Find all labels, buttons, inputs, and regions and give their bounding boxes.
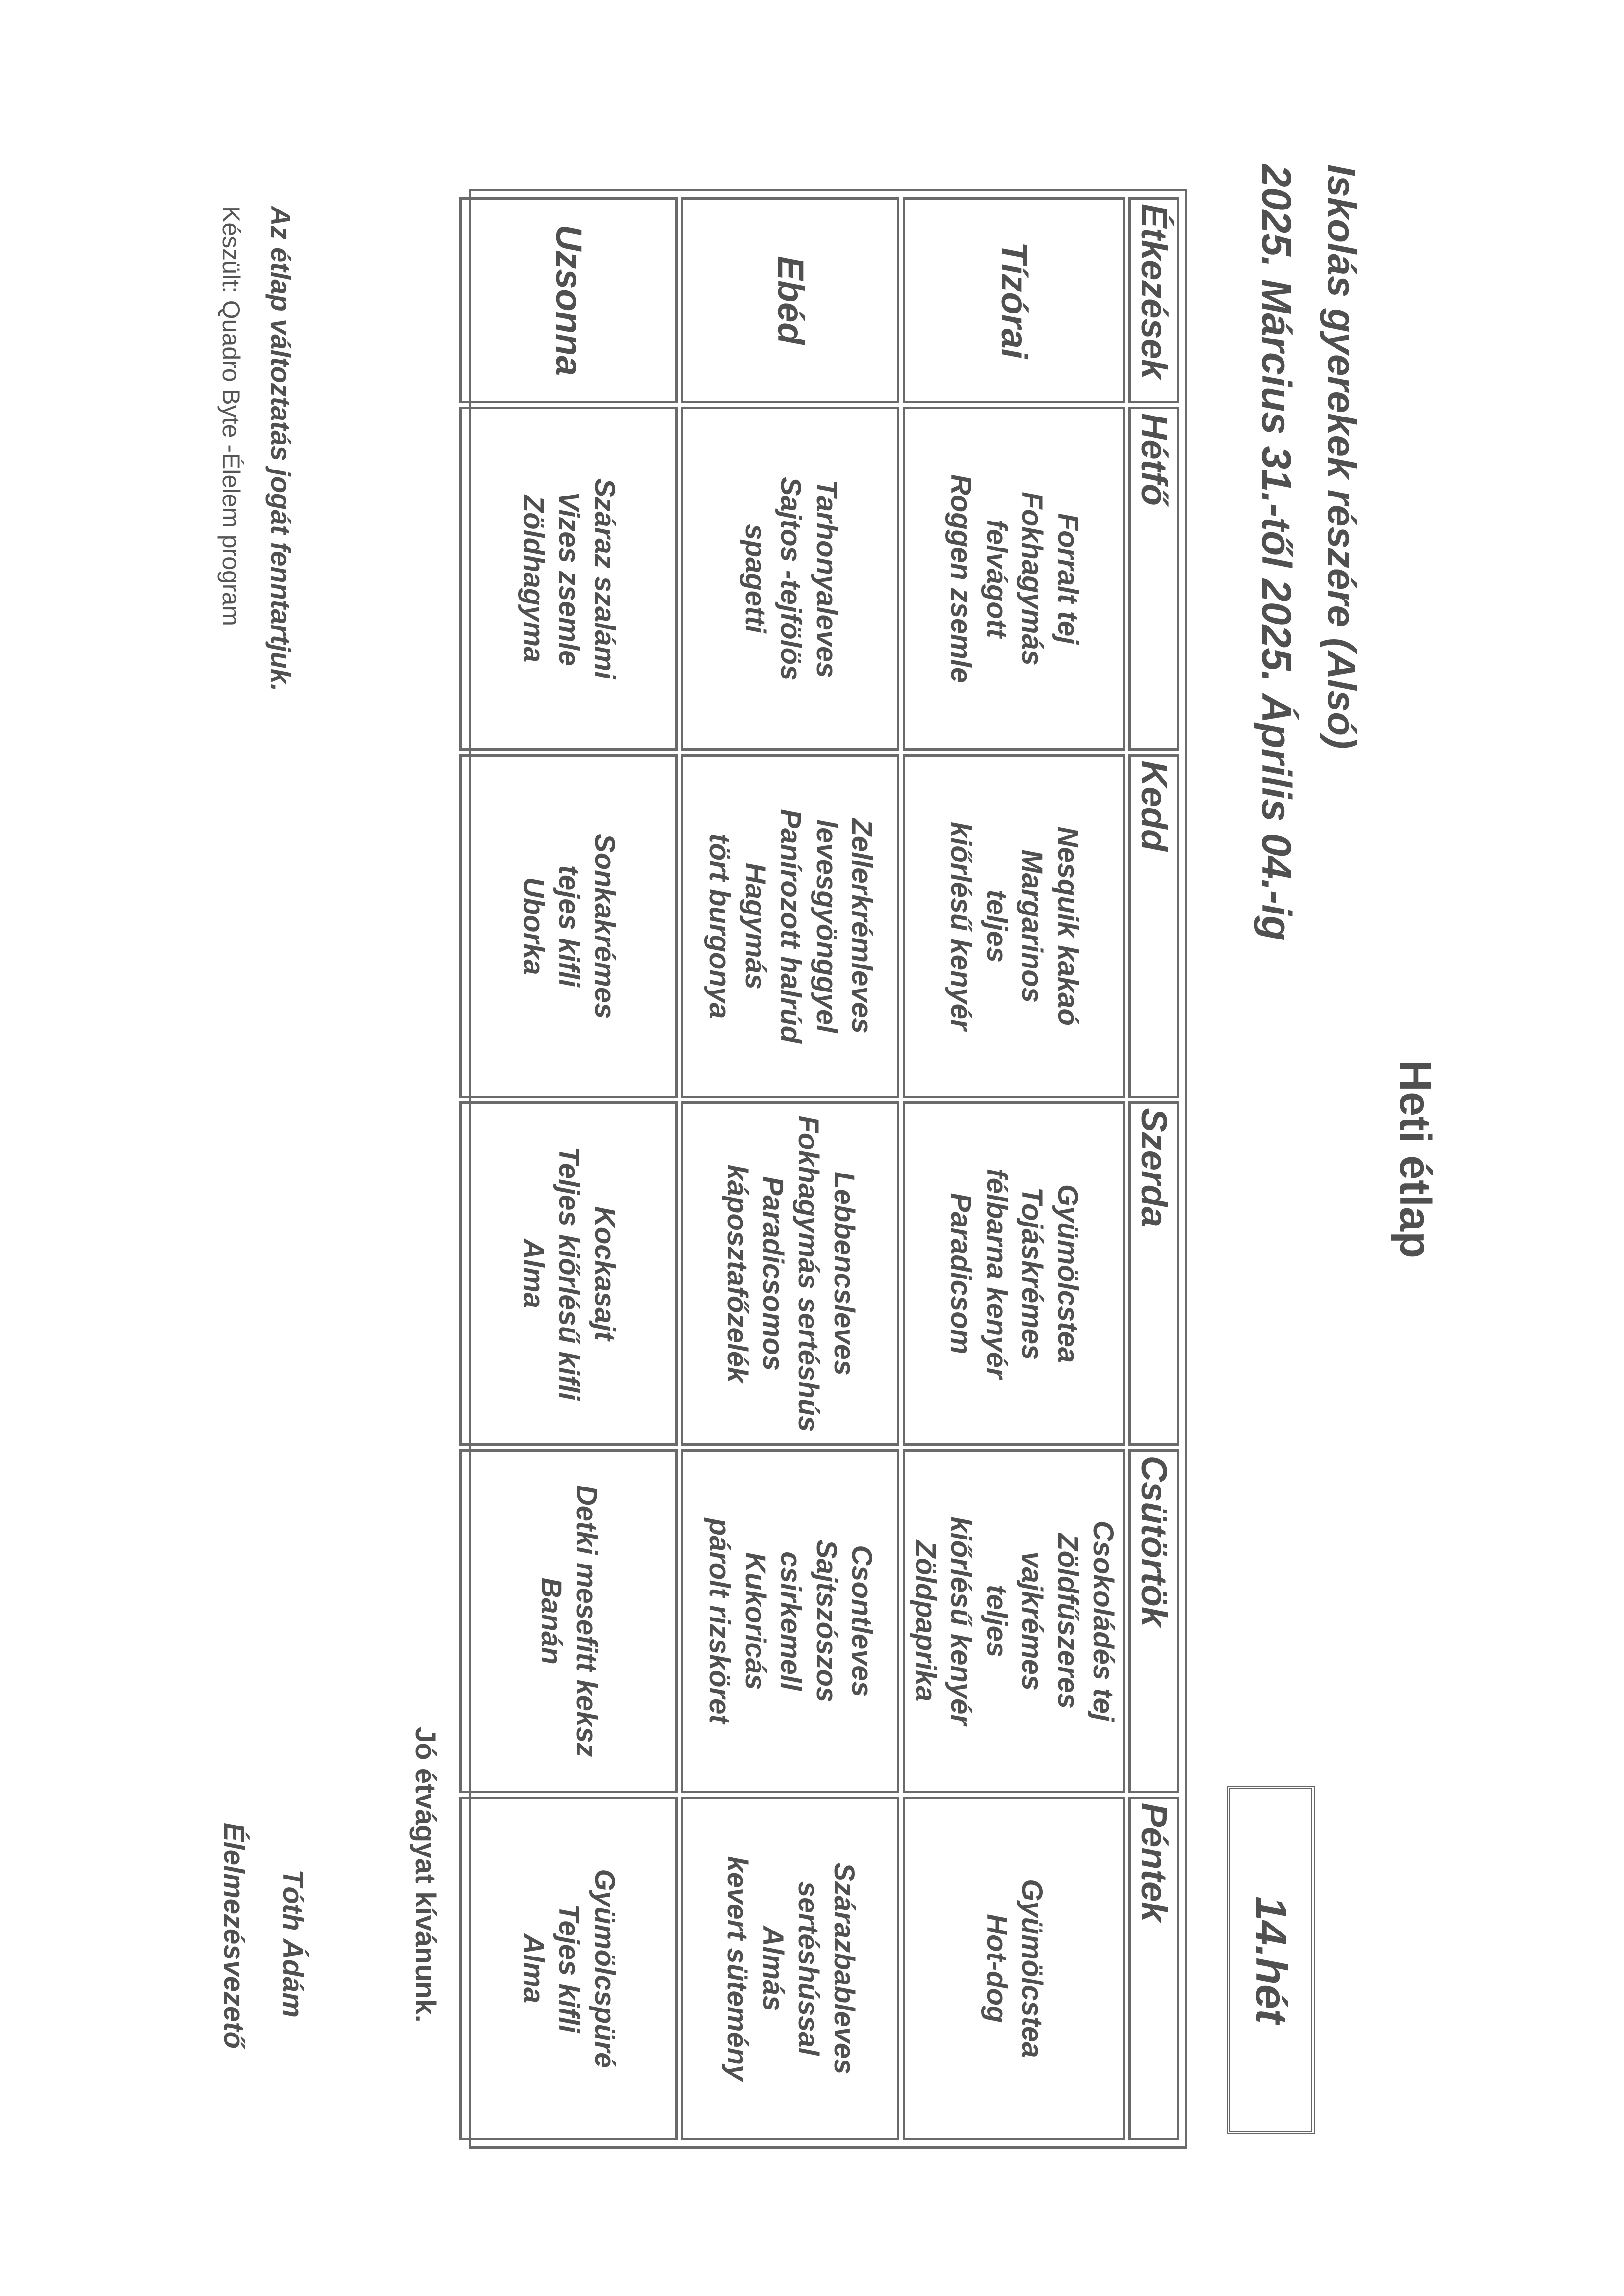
menu-item-line: Kukoricás [739, 1552, 771, 1690]
menu-item-line: Alma [517, 1933, 550, 2004]
day-header-friday: Péntek [1129, 1797, 1179, 2140]
menu-item-line: Gyümölcstea [1016, 1879, 1048, 2058]
menu-item-line: Hagymás [739, 862, 771, 990]
menu-item-line: Kockasajt [588, 1206, 621, 1341]
menu-cell-thursday [681, 1449, 900, 1793]
date-range: 2025. Március 31.-től 2025. Április 04.-ig [1254, 164, 1300, 941]
menu-item-line: csirkemell [775, 1551, 807, 1691]
menu-item-line: tört burgonya [704, 834, 736, 1019]
menu-item-line: Sonkakrémes [588, 834, 621, 1019]
menu-item-line: Szárazbableves [828, 1862, 860, 2075]
menu-item-line: vajkrémes [1016, 1551, 1048, 1691]
menu-item-line: Forralt tej [1052, 513, 1084, 645]
menu-item-line: Lebbencsleves [828, 1172, 860, 1376]
menu-item-line: Nesquik kakaó [1052, 826, 1084, 1026]
menu-table-body [460, 197, 1126, 2140]
menu-item-line: félbarna kenyér [981, 1168, 1013, 1379]
menu-item-line: Tejes kifli [553, 1904, 585, 2033]
menu-item-line: káposztafőzelék [721, 1164, 754, 1383]
meal-label: Tízórai [903, 197, 1126, 403]
menu-item-line: sertéshússal [792, 1881, 825, 2056]
menu-item-line: párolt rizsköret [704, 1518, 736, 1724]
weekly-menu-table [456, 194, 1183, 2144]
menu-cell-monday [460, 407, 678, 751]
menu-item-line: Detki mesefitt keksz [571, 1485, 603, 1757]
menu-item-line: Sajtos -tejfölös [775, 476, 807, 681]
signer-name: Tóth Ádám [277, 1869, 309, 2018]
menu-item-line: Fokhagymás [1016, 492, 1048, 666]
menu-cell-tuesday [460, 754, 678, 1098]
menu-item-line: levesgyönggyel [810, 819, 842, 1033]
menu-cell-thursday [460, 1449, 678, 1793]
menu-item-line: Alma [517, 1239, 550, 1308]
meal-label: Uzsonna [460, 197, 678, 403]
menu-item-line: Hot-dog [981, 1914, 1013, 2023]
week-number-box [1227, 1786, 1315, 2134]
menu-cell-monday [903, 407, 1126, 751]
menu-item-line: Margarinos [1016, 849, 1048, 1003]
menu-item-line: tejes kifli [553, 865, 585, 987]
menu-cell-friday [460, 1797, 678, 2140]
meal-label: Ebéd [681, 197, 900, 403]
menu-item-line: Gyümölcstea [1052, 1184, 1084, 1363]
menu-item-line: kiőrlésű kenyér [945, 1516, 977, 1725]
week-number: 14.hét [1246, 1896, 1296, 2024]
change-disclaimer: Az étlap változtatás jogát fenntartjuk. [265, 206, 296, 692]
menu-item-line: Száraz szalámi [588, 478, 621, 679]
menu-item-line: Paradicsom [945, 1193, 977, 1355]
menu-item-line: Uborka [517, 877, 550, 975]
day-header-tuesday: Kedd [1129, 754, 1179, 1098]
day-header-monday: Hétfő [1129, 407, 1179, 751]
software-credit: Készült: Quadro Byte -Élelem program [217, 206, 245, 626]
day-header-thursday: Csütörtök [1129, 1449, 1179, 1793]
table-row [460, 197, 678, 2140]
menu-item-line: Panírozott halrúd [775, 809, 807, 1044]
menu-cell-wednesday [460, 1101, 678, 1445]
day-header-wednesday: Szerda [1129, 1101, 1179, 1445]
menu-item-line: Sajtszószos [810, 1539, 842, 1703]
menu-item-line: Zöldpaprika [910, 1540, 942, 1702]
menu-item-line: Fokhagymás sertéshús [792, 1115, 825, 1432]
menu-item-line: Zöldhagyma [517, 495, 550, 663]
page-title: Heti étlap [1390, 1060, 1440, 1259]
menu-item-line: Teljes kiőrlésű kifli [553, 1147, 585, 1401]
menu-item-line: Csokoládés tej [1087, 1520, 1120, 1722]
menu-item-line: Tarhonyaleves [810, 479, 842, 678]
menu-item-line: spagetti [739, 524, 771, 633]
table-row [903, 197, 1126, 2140]
menu-item-line: Gyümölcspüré [588, 1869, 621, 2068]
menu-cell-thursday [903, 1449, 1126, 1793]
menu-cell-wednesday [903, 1101, 1126, 1445]
table-header-row [1129, 197, 1179, 2140]
menu-item-line: teljes [981, 889, 1013, 963]
menu-cell-tuesday [681, 754, 900, 1098]
table-row [681, 197, 900, 2140]
menu-item-line: Tojáskrémes [1016, 1187, 1048, 1360]
menu-item-line: felvágott [981, 519, 1013, 638]
menu-item-line: kevert sütemény [721, 1856, 754, 2081]
menu-item-line: Vizes zsemle [553, 491, 585, 666]
menu-cell-friday [903, 1797, 1126, 2140]
menu-item-line: Zöldfűszeres [1052, 1533, 1084, 1709]
audience-subtitle: Iskolás gyerekek részére (Alsó) [1320, 164, 1363, 749]
meals-header: Étkezések [1129, 197, 1179, 403]
appetite-wish: Jó étvágyat kívánunk. [409, 1727, 441, 2023]
menu-item-line: Csontleves [846, 1545, 878, 1697]
menu-cell-tuesday [903, 754, 1126, 1098]
menu-item-line: Paradicsomos [757, 1176, 789, 1371]
menu-item-line: Almás [757, 1926, 789, 2011]
menu-cell-monday [681, 407, 900, 751]
menu-item-line: Roggen zsemle [945, 474, 977, 683]
menu-item-line: Zellerkrémleves [846, 818, 878, 1034]
menu-table-frame [469, 189, 1187, 2149]
menu-item-line: teljes [981, 1584, 1013, 1658]
menu-cell-friday [681, 1797, 900, 2140]
signer-role: Élelmezésvezető [218, 1823, 250, 2049]
menu-cell-wednesday [681, 1101, 900, 1445]
menu-item-line: Banán [535, 1577, 567, 1665]
menu-item-line: kiőrlésű kenyér [945, 821, 977, 1031]
